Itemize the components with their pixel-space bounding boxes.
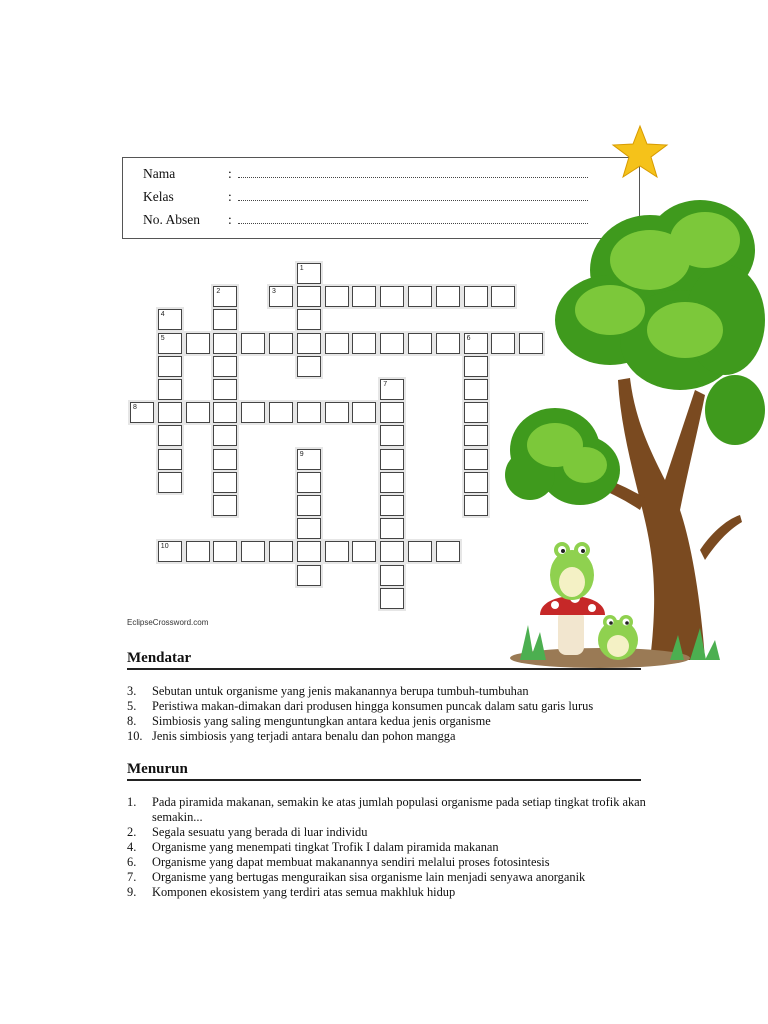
crossword-cell[interactable] [269,541,293,562]
frog-top [550,542,594,600]
across-title: Mendatar [127,650,192,666]
crossword-cell[interactable] [269,402,293,423]
crossword-cell[interactable] [213,425,237,446]
crossword-cell[interactable] [436,333,460,354]
name-label: Nama [143,166,176,181]
crossword-cell[interactable] [464,356,488,377]
crossword-cell[interactable] [464,425,488,446]
clue-item: 5. Peristiwa makan-dimakan dari produsen hingga konsumen puncak dalam satu garis lurus [127,699,594,713]
crossword-cell[interactable] [297,449,321,470]
clue-item: 4. Organisme yang menempati tingkat Trofik I dalam piramida makanan [127,840,499,854]
crossword-cell[interactable] [213,286,237,307]
crossword-cell[interactable] [380,379,404,400]
crossword-cell[interactable] [380,449,404,470]
class-row: Kelas : [143,189,588,211]
crossword-cell[interactable] [380,565,404,586]
clue-number: 5 [160,334,165,342]
crossword-cell[interactable] [464,333,488,354]
crossword-cell[interactable] [380,425,404,446]
clue-item: 3. Sebutan untuk organisme yang jenis makanannya berupa tumbuh-tumbuhan [127,684,529,698]
crossword-cell[interactable] [297,333,321,354]
crossword-cell[interactable] [297,495,321,516]
crossword-cell[interactable] [241,402,265,423]
crossword-cell[interactable] [297,402,321,423]
crossword-cell[interactable] [380,286,404,307]
crossword-cell[interactable] [297,309,321,330]
clue-number: 4 [160,311,165,319]
clue-number: 3 [272,288,276,296]
clue-number: 2 [216,288,221,296]
clue-item: 10. Jenis simbiosis yang terjadi antara benalu dan pohon mangga [127,729,456,743]
crossword-cell[interactable] [297,472,321,493]
crossword-cell[interactable] [213,402,237,423]
clue-number: 7 [383,381,388,388]
crossword-cell[interactable] [213,449,237,470]
down-title: Menurun [127,761,188,777]
crossword-cell[interactable] [297,286,321,307]
clue-number: 1 [299,265,304,272]
mushroom-stem [558,610,584,655]
crossword-cell[interactable] [297,263,321,284]
crossword-cell[interactable] [158,379,182,400]
crossword-cell[interactable] [130,402,154,423]
class-label: Kelas [143,189,174,204]
clue-number: 9 [299,450,304,458]
crossword-cell[interactable] [158,356,182,377]
down-clues [127,795,647,900]
crossword-cell[interactable] [158,402,182,423]
number-label: No. Absen [143,212,200,227]
crossword-cell[interactable] [380,541,404,562]
crossword-cell[interactable] [325,333,349,354]
crossword-cell[interactable] [158,541,182,562]
crossword-cell[interactable] [269,333,293,354]
number-row: No. Absen : [143,212,588,234]
crossword-cell[interactable] [436,541,460,562]
crossword-cell[interactable] [186,402,210,423]
crossword-credit: EclipseCrossword.com [127,618,209,627]
crossword-cell[interactable] [213,541,237,562]
crossword-cell[interactable] [213,379,237,400]
crossword-cell[interactable] [158,472,182,493]
clue-item: 9. Komponen ekosistem yang terdiri atas semua makhluk hidup [127,885,456,899]
crossword-cell[interactable] [186,541,210,562]
clue-item: 2. Segala sesuatu yang berada di luar individu [127,825,368,839]
crossword-cell[interactable] [213,333,237,354]
crossword-cell[interactable] [158,333,182,354]
crossword-cell[interactable] [352,541,376,562]
crossword-cell[interactable] [213,309,237,330]
tree-frog-illustration [500,120,768,680]
crossword-cell[interactable] [241,541,265,562]
crossword-cell[interactable] [297,356,321,377]
clue-item: 6. Organisme yang dapat membuat makanannya sendiri melalui proses fotosintesis [127,855,550,869]
crossword-cell[interactable] [380,518,404,539]
crossword-cell[interactable] [408,541,432,562]
crossword-cell[interactable] [297,565,321,586]
crossword-cell[interactable] [380,333,404,354]
crossword-cell[interactable] [158,425,182,446]
crossword-cell[interactable] [464,379,488,400]
clue-number: 6 [466,334,471,342]
clue-item: 8. Simbiosis yang saling menguntungkan antara kedua jenis organisme [127,714,491,728]
clue-number: 10 [160,543,169,551]
crossword-cell[interactable] [464,472,488,493]
clue-number: 8 [133,404,137,412]
crossword-cell[interactable] [186,333,210,354]
crossword-cell[interactable] [464,402,488,423]
crossword-cell[interactable] [269,286,293,307]
name-row: Nama : [143,166,588,188]
crossword-cell[interactable] [352,333,376,354]
crossword-cell[interactable] [380,495,404,516]
crossword-cell[interactable] [297,518,321,539]
crossword-cell[interactable] [436,286,460,307]
clue-item: 1. Pada piramida makanan, semakin ke atas jumlah populasi organisme pada setiap tingkat trofik akan semakin... [127,795,646,824]
crossword-cell[interactable] [158,309,182,330]
crossword-cell[interactable] [241,333,265,354]
crossword-cell[interactable] [352,286,376,307]
tree-branch [700,515,742,560]
crossword-cell[interactable] [213,472,237,493]
crossword-cell[interactable] [408,333,432,354]
crossword-cell[interactable] [408,286,432,307]
crossword-cell[interactable] [213,495,237,516]
across-clues [127,684,647,744]
crossword-cell[interactable] [380,402,404,423]
down-rule [127,779,641,781]
crossword-cell[interactable] [464,286,488,307]
crossword-cell[interactable] [464,449,488,470]
clue-item: 7. Organisme yang bertugas menguraikan sisa organisme lain menjadi senyawa anorganik [127,870,586,884]
crossword-cell[interactable] [380,472,404,493]
across-rule [127,668,641,670]
frog-bottom [598,615,638,660]
crossword-cell[interactable] [325,402,349,423]
crossword-cell[interactable] [464,495,488,516]
crossword-cell[interactable] [325,541,349,562]
crossword-cell[interactable] [352,402,376,423]
crossword-cell[interactable] [325,286,349,307]
crossword-cell[interactable] [213,356,237,377]
crossword-cell[interactable] [158,449,182,470]
crossword-cell[interactable] [380,588,404,609]
crossword-cell[interactable] [297,541,321,562]
